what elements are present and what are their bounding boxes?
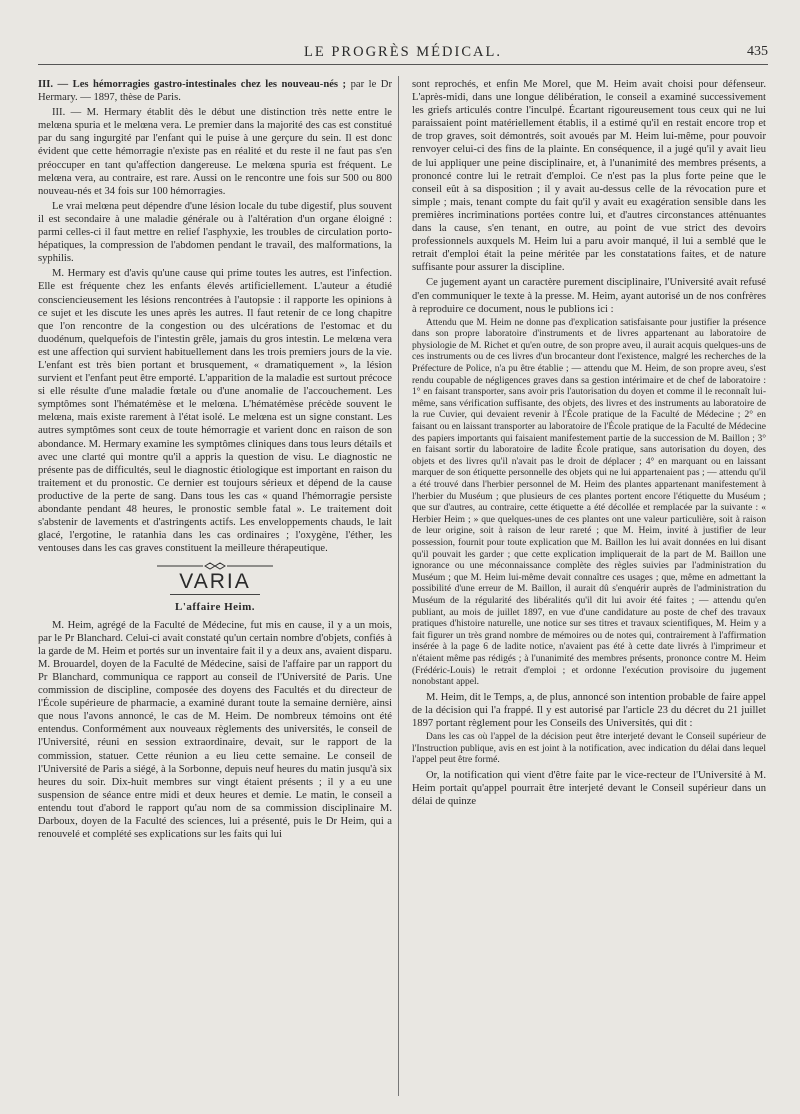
judgment-text: Attendu que M. Heim ne donne pas d'explication satisfaisante pour justifier la présence dans son propre laboratoire d'instruments et de livres appartenant au laboratoire de physiologie de M. Richet et qu'en outre, de son propre aveu, il aurait acquis quelques-uns de ces instruments ou de ces livres d'un brocanteur dont l'existence, malgré les recherches de la Préfecture de Police, n'a pu être établie ; — attendu que M. Heim, de son propre aveu, s'est rendu coupable de négligences graves dans sa gestion intérimaire et de chef de laboratoire : 1° en faisant transporter, sans avoir pris l'autorisation du doyen et comme il le reconnaît lui-même, sans vérification suffisante, des objets, des livres et des instruments au laboratoire de la rue Cuvier, qui devaient revenir à l'École pratique de la Faculté de Médecine ; 2° en faisant ou en laissant transporter au laboratoire de l'École pratique de la Faculté de Médecine des papiers importants qui faisaient manifestement partie de la succession de M. Baillon ; 3° en faisant sortir du laboratoire de ladite École pratique, sans autorisation du doyen, des objets et des livres qu'il n'avait pas le droit de déplacer ; 4° en marquant ou en laissant marquer de son étiquette personnelle des objets qui ne lui appartenaient pas ; — attendu qu'il a été trouvé dans l'herbier personnel de M. Heim des plantes appartenant manifestement à l'herbier du Muséum ; que plusieurs de ces plantes portent encore l'étiquette du Muséum ; que sur d'autres, au contraire, cette étiquette a été décollée et remplacée par la suivante : « Herbier Heim ; » que quelques-unes de ces plantes ont une valeur particulière, soit à raison de leur origine, soit à raison de leur rareté ; que M. Heim, invité à justifier de leur possession, fournit pour toute explication que M. Baillon les lui avait données en lui disant qu'il pouvait les garder ; que cette explication impliquerait de la part de M. Baillon une ignorance ou une méconnaissance complète des règles suivies par l'administration du Muséum ; que M. Heim lui-même devait connaître ces usages ; que, même en admettant la possibilité d'une erreur de M. Baillon, il aurait dû s'enquérir auprès de l'administration du Muséum de la régularité des libéralités qu'il dit lui avoir été faites ; — attendu qu'en publiant, au mois de juillet 1897, en vue d'une candidature au poste de chef des travaux pratiques d'histoire naturelle, une notice sur ses titres et travaux scientifiques, M. Heim y a fait figurer un très grand nombre de mémoires ou de notes qui, contrairement à l'affirmation insérée à la page 6 de ladite notice, n'avaient pas été à cette date livrés à l'imprimeur et n'étaient même pas rédigés ; à l'unanimité des membres présents, prononce contre M. Heim (Frédéric-Louis) le retrait d'emploi ; et ordonne l'exécution provisoire du jugement nonobstant appel. [412, 317, 766, 688]
running-header [38, 40, 768, 65]
left-column [38, 78, 392, 843]
article-paragraph: Or, la notification qui vient d'être faite par le vice-recteur de l'Université à M. Heim portait qu'appel pourrait être interjeté devant le Conseil supérieur dans un délai de quinze [412, 769, 766, 807]
title-rule [170, 594, 260, 595]
section-heading-title: III. — Les hémorragies gastro-intestinales chez les nouveau-nés ; [38, 79, 347, 90]
section-title-varia: VARIA [179, 570, 251, 594]
section-heading [38, 78, 392, 104]
article-paragraph: sont reprochés, et enfin Me Morel, que M. Heim avait choisi pour défenseur. L'après-midi, dans une longue délibération, le conseil a examiné successivement les griefs articulés contre l'inculpé. Écartant rigoureusement tous ceux qui ne lui paraissaient point matériellement établis, il a estimé qu'il en restait encore trop et de trop graves, soit démontrés, soit avoués par M. Heim lui-même, pour pouvoir renvoyer celui-ci des fins de la plainte. En conséquence, il a jugé qu'il y avait lieu de lui appliquer une peine disciplinaire, et, à l'unanimité des membres présents, a prononcé contre lui le retrait d'emploi. Ce n'est pas la plus forte peine que le conseil eût à sa disposition ; il y avait au-dessus celle de la révocation pure et simple ; mais, tenant compte du fait qu'il y avait eu exagération sensible dans les premières incriminations portées contre lui, et d'autres circonstances atténuantes dans la cause, s'en tenant, en outre, au point de vue strict des devoirs professionnels auxquels M. Heim lui a paru avoir manqué, il lui a semblé que le retrait d'emploi était la peine méritée par les constatations faites, et de nature suffisante pour assurer la discipline. [412, 79, 766, 274]
article-paragraph: M. Heim, agrégé de la Faculté de Médecine, fut mis en cause, il y a un mois, par le Pr Blanchard. Celui-ci avait constaté qu'un certain nombre d'objets, confiés à la garde de M. Heim et portés sur un inventaire fait il y a deux ans, avaient disparu. M. Brouardel, doyen de la Faculté de Médecine, saisi de l'affaire par un rapport du Pr Blanchard, communiqua ce rapport au conseil de l'Université de Paris. Une commission de discipline, composée des doyens des Facultés et du directeur de l'École supérieure de pharmacie, a examiné durant toute la semaine dernière, ainsi que nous l'avons annoncé, le cas de M. Heim. De nombreux témoins ont été entendus. Conformément aux nouveaux règlements des universités, le conseil de l'Université, réuni en session extraordinaire, devait, sur le rapport de la commission, statuer. Cette réunion a eu lieu cette semaine. Le conseil de l'Université de Paris a siégé, à la Sorbonne, depuis neuf heures du matin jusqu'à six heures du soir. Dix-huit membres sur vingt étaient présents ; il y a eu une suspension de séance entre midi et deux heures et demie. Le matin, le conseil a entendu tout d'abord le rapport qu'au nom de sa commission disciplinaire M. Darboux, doyen de la Faculté des sciences, lui a présenté, puis le Dr Heim, qui a renouvelé et complété ses explications sur les faits qui lui [38, 619, 392, 841]
section-byline: par le Dr Hermary. — 1897, thèse de Paris. [38, 79, 392, 104]
journal-title: LE PROGRÈS MÉDICAL. [304, 44, 502, 60]
decree-article-text: Dans les cas où l'appel de la décision peut être interjeté devant le Conseil supérieur de l'Instruction publique, avis en est joint à la notification, avec indication du délai dans lequel l'appel peut être formé. [412, 731, 766, 766]
article-paragraph: M. Hermary est d'avis qu'une cause qui prime toutes les autres, est l'infection. Elle est fréquente chez les enfants élevés artificiellement. L'auteur a étudié consciencieusement les lésions rencontrées à l'autopsie : il rapporte les opinions à ce sujet et les discute les unes après les autres. Il faut retenir de ce long chapitre que l'on rencontre de la congestion ou des ulcérations de l'estomac et du duodénum, quelquefois de l'intestin grêle, jamais du gros intestin. Le melœna vera est une affection qui survient habituellement dans les trois premiers jours de la vie. L'enfant est très bien portant et brusquement, « dramatiquement », la lésion survient et l'enfant peut être emporté. L'apparition de la maladie est surtout précoce si elle résulte d'une maladie fœtale ou d'une anomalie de l'accouchement. Les symptômes sont l'hématémèse et le melœna. L'hématémèse précède souvent le melœna, mais existe rarement à l'état isolé. Le melœna est un signe constant. Les autres symptômes sont ceux de toute hémorragie et varient donc en raison de son abondance. M. Hermary examine les symptômes cliniques dans tous leurs détails et avec une clarté qui montre qu'il a appris la question de visu. Le diagnostic ne présente pas de difficultés, seul le diagnostic étiologique est important en raison du traitement et du pronostic. Ce dernier est toujours sérieux et dépend de la cause productive de la perte de sang. Dans tous les cas « quand l'hémorragie persiste abondante pendant 48 heures, le pronostic semble fatal ». Le traitement doit s'abstenir de lavements et d'astringents actifs. Les enveloppements chauds, le lait glacé, l'ergotine, le ratanhia dans les cas ordinaires ; l'oxygène, l'éther, les ventouses dans les cas graves constituent la meilleure thérapeutique. [38, 268, 392, 555]
article-title: L'affaire Heim. [175, 601, 255, 614]
article-paragraph: Ce jugement ayant un caractère purement disciplinaire, l'Université avait refusé d'en communiquer le texte à la presse. M. Heim, ayant autorisé un de nos confrères à reproduire ce document, nous le publions ici : [412, 277, 766, 315]
column-divider [398, 76, 399, 1096]
article-paragraph: Le vrai melœna peut dépendre d'une lésion locale du tube digestif, plus souvent il est secondaire à une maladie générale ou à l'altération d'un organe éloigné : parmi celles-ci il faut mettre en relief l'asphyxie, les troubles de circulation porto-hépatiques, la compression de l'abdomen pendant le travail, des malformations, la syphilis. [38, 200, 392, 265]
article-paragraph: III. — M. Hermary établit dès le début une distinction très nette entre le melœna spuria et le melœna vera. Le premier dans la majorité des cas est constitué par du sang ingurgité par l'enfant qui le puise à une gerçure du sein. Il est donc évident que cette hémorragie n'existe pas en réalité et du reste il ne faut pas s'en préoccuper en tant qu'affection dangereuse. Le melœna spuria est fréquent. Le melœna vera, au contraire, est rare. Aussi on le rencontre une fois sur 500 ou 800 nouveau-nés et 34 fois sur 100 hémorragies. [38, 107, 392, 197]
right-column [412, 78, 766, 810]
page-number: 435 [747, 44, 768, 59]
article-paragraph: M. Heim, dit le Temps, a, de plus, annoncé son intention probable de faire appel de la décision qui l'a frappé. Il y est autorisé par l'article 23 du décret du 21 juillet 1897 portant règlement pour les Conseils des Universités, qui dit : [412, 691, 766, 729]
